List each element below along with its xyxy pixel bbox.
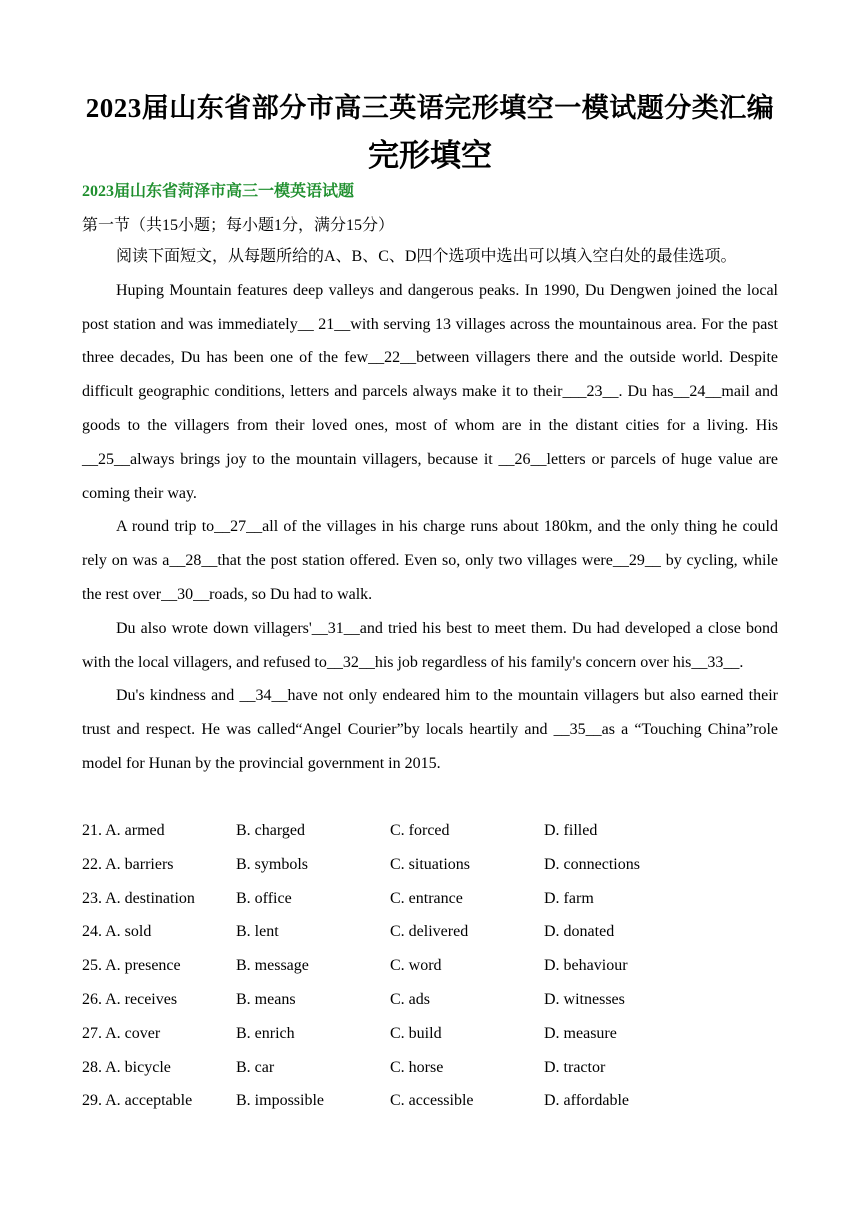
option-a: 22. A. barriers	[82, 855, 174, 873]
option-d: D. behaviour	[544, 957, 628, 975]
option-row	[82, 1017, 782, 1051]
option-d: D. filled	[544, 822, 598, 839]
document-title: 2023届山东省部分市高三英语完形填空一模试题分类汇编	[85, 93, 775, 123]
option-b: B. lent	[236, 923, 279, 941]
source-heading: 2023届山东省菏泽市高三一模英语试题	[82, 183, 355, 200]
option-a: 29. A. acceptable	[82, 1092, 193, 1110]
option-b: B. charged	[236, 822, 306, 839]
option-c: C. horse	[390, 1058, 444, 1076]
option-c: C. word	[390, 957, 442, 975]
passage-paragraph: Du also wrote down villagers'__31__and tried his best to meet them. Du had developed a close bond with the local villagers, and refused to__32__his job regardless of his family's concern over his__33__.	[82, 619, 778, 671]
option-a: 28. A. bicycle	[82, 1058, 171, 1076]
option-row	[82, 949, 782, 983]
option-c: C. accessible	[390, 1092, 474, 1110]
option-a: 27. A. cover	[82, 1024, 161, 1042]
option-d: D. donated	[544, 923, 615, 941]
option-b: B. message	[236, 957, 309, 975]
option-c: C. ads	[390, 990, 430, 1008]
option-a: 26. A. receives	[82, 990, 178, 1008]
option-c: C. build	[390, 1024, 442, 1042]
option-row	[82, 1084, 782, 1118]
document-subtitle: 完形填空	[368, 138, 492, 173]
option-a: 24. A. sold	[82, 923, 152, 941]
option-c: C. entrance	[390, 889, 463, 907]
passage	[82, 240, 778, 781]
option-c: C. forced	[390, 822, 450, 839]
option-b: B. impossible	[236, 1092, 325, 1110]
option-row	[82, 983, 782, 1017]
passage-paragraph: A round trip to__27__all of the villages in his charge runs about 180km, and the only thing he could rely on was a__28__that the post station offered. Even so, only two villages were__29__ by cycling, while the rest over__30__roads, so Du had to walk.	[82, 518, 778, 603]
option-row	[82, 1051, 782, 1085]
option-b: B. car	[236, 1058, 275, 1076]
section-heading: 第一节（共15小题；每小题1分，满分15分）	[82, 217, 395, 234]
answer-options	[82, 814, 782, 1118]
option-b: B. enrich	[236, 1024, 295, 1042]
option-a: 23. A. destination	[82, 889, 195, 907]
option-d: D. tractor	[544, 1058, 606, 1076]
option-row	[82, 814, 782, 848]
option-row	[82, 882, 782, 916]
option-d: D. measure	[544, 1024, 617, 1042]
option-c: C. delivered	[390, 923, 469, 941]
option-d: D. affordable	[544, 1092, 629, 1110]
option-b: B. symbols	[236, 855, 309, 873]
option-a: 21. A. armed	[82, 822, 165, 839]
option-b: B. means	[236, 990, 296, 1008]
option-a: 25. A. presence	[82, 957, 181, 975]
passage-paragraph: Du's kindness and __34__have not only endeared him to the mountain villagers but also earned their trust and respect. He was called“Angel Courier”by locals heartily and __35__as a “Touching China”role model for Hunan by the provincial government in 2015.	[82, 687, 778, 772]
option-d: D. witnesses	[544, 990, 625, 1008]
option-b: B. office	[236, 889, 292, 907]
option-row	[82, 848, 782, 882]
passage-paragraph: Huping Mountain features deep valleys and dangerous peaks. In 1990, Du Dengwen joined the local post station and was immediately__ 21__with serving 13 villages across the mountainous area. For the past three decades, Du has been one of the few__22__between villagers there and the outside world. Despite difficult geographic conditions, letters and parcels always make it to their___23__. Du has__24__mail and goods to the villagers from their loved ones, most of whom are in the distant cities for a living. His __25__always brings joy to the mountain villagers, because it __26__letters or parcels of huge value are coming their way.	[82, 281, 778, 502]
option-d: D. connections	[544, 855, 640, 873]
option-d: D. farm	[544, 889, 594, 907]
instruction-text: 阅读下面短文，从每题所给的A、B、C、D四个选项中选出可以填入空白处的最佳选项。	[116, 248, 737, 265]
option-c: C. situations	[390, 855, 471, 873]
option-row	[82, 915, 782, 949]
